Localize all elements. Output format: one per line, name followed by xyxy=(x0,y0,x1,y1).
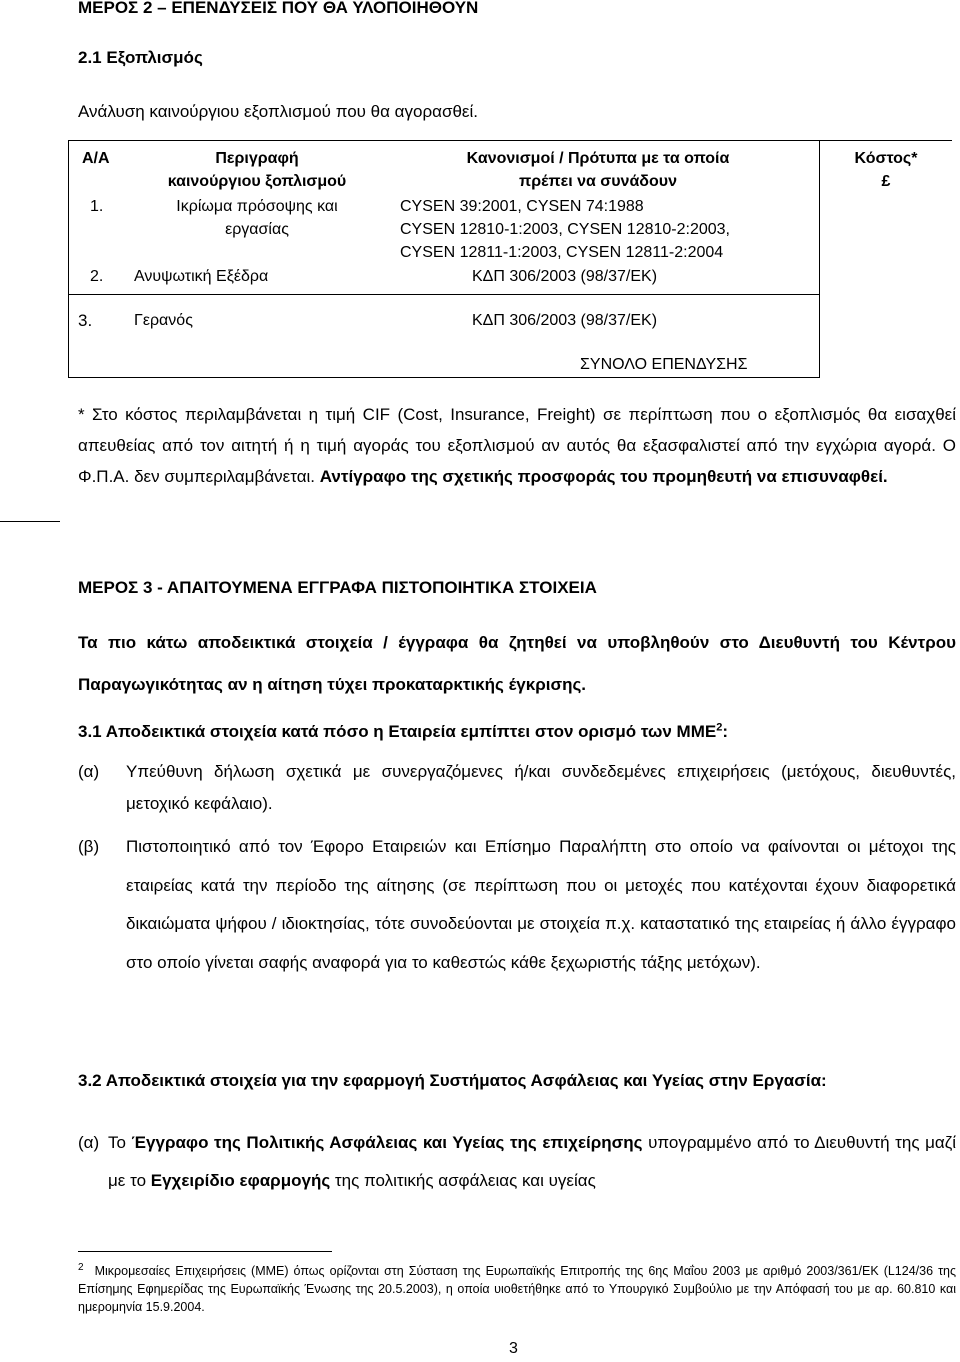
list-item-label: (β) xyxy=(78,837,100,856)
table-total-label: ΣΥΝΟΛΟ ΕΠΕΝΔΥΣΗΣ xyxy=(580,356,748,373)
footnote-text: Μικρομεσαίες Επιχειρήσεις (ΜΜΕ) όπως ορίζονται στη Σύσταση της Ευρωπαϊκής Επιτροπής της 6ης Μαΐου 2003 με αριθμό 2003/361/ΕΚ (L124/36 της Επίσημης Εφημερίδας της Ευρωπαϊκής Ένωσης της 20.5.2003), η οποία υιοθετήθηκε από το Υπουργικό Συμβούλιο με την Απόφασή του με αρ. 60.810 και ημερομηνία 15.9.2004. xyxy=(78,1264,956,1314)
header-desc-2: καινούργιου ξοπλισμού xyxy=(167,173,347,190)
header-no: Α/Α xyxy=(82,150,110,167)
header-cost-currency: £ xyxy=(881,173,891,190)
text-run-bold: Εγχειρίδιο εφαρμογής xyxy=(150,1171,331,1190)
list-item-text: Πιστοποιητικό από τον Έφορο Εταιρειών και Επίσημο Παραλήπτη στο οποίο να φαίνονται οι μέτοχοι της εταιρείας κατά την περίοδο της αίτησης (σε περίπτωση που οι μετοχές που κατέχονται έχουν διαφορετικά δικαιώματα ψήφου / ιδιοκτησίας, τότε συνοδεύονται με στοιχεία π.χ. καταστατικό της εταιρείας ή άλλο έγγραφο στο οποίο γίνεται σαφής αναφορά για το καθεστώς κάθε ξεχωριστής τάξης μετόχων). xyxy=(126,837,956,972)
row2-desc: Ανυψωτική Εξέδρα xyxy=(134,268,269,285)
list-item xyxy=(78,828,956,1028)
header-cost: Κόστος* xyxy=(854,150,918,167)
row1-std-3: CYSEN 12811-1:2003, CYSEN 12811-2:2004 xyxy=(400,244,724,261)
footnote-ref: 2 xyxy=(716,721,723,734)
list-item-label: (α) xyxy=(78,1133,100,1152)
list-item-text: Υπεύθυνη δήλωση σχετικά με συνεργαζόμενες ή/και συνδεδεμένες επιχειρήσεις (μετόχους, διευθυντές, μετοχικό κεφάλαιο). xyxy=(126,762,956,813)
header-standards-2: πρέπει να συνάδουν xyxy=(519,173,677,190)
row1-desc-1: Ικρίωμα πρόσοψης και xyxy=(176,198,338,215)
header-standards-1: Κανονισμοί / Πρότυπα με τα οποία xyxy=(466,150,730,167)
row1-no: 1. xyxy=(90,198,104,215)
part3-intro: Τα πιο κάτω αποδεικτικά στοιχεία / έγγραφα θα ζητηθεί να υποβληθούν στο Διευθυντή του Κέντρου Παραγωγικότητας αν η αίτηση τύχει προκαταρκτικής έγκρισης. xyxy=(78,633,956,694)
equipment-intro: Ανάλυση καινούργιου εξοπλισμού που θα αγορασθεί. xyxy=(78,102,478,121)
section-3-1-heading xyxy=(78,722,728,742)
footnote xyxy=(78,1262,956,1316)
footnote-separator xyxy=(78,1251,332,1252)
text-run-bold: Έγγραφο της Πολιτικής Ασφάλειας και Υγείας της επιχείρησης xyxy=(131,1133,643,1152)
text-run: Το xyxy=(108,1133,132,1152)
list-item xyxy=(78,1124,956,1204)
row2-no: 2. xyxy=(90,268,104,285)
row1-std-2: CYSEN 12810-1:2003, CYSEN 12810-2:2003, xyxy=(400,221,730,238)
equipment-table xyxy=(68,140,952,378)
page-number: 3 xyxy=(509,1340,518,1357)
row1-std-1: CYSEN 39:2001, CYSEN 74:1988 xyxy=(400,198,644,215)
section-2-1-heading: 2.1 Εξοπλισμός xyxy=(78,48,203,67)
cost-note xyxy=(78,399,956,492)
list-item-text xyxy=(108,1124,956,1200)
part2-title: ΜΕΡΟΣ 2 – ΕΠΕΝΔΥΣΕΙΣ ΠΟΥ ΘΑ ΥΛΟΠΟΙΗΘΟΥΝ xyxy=(78,0,479,17)
section-3-1-colon: : xyxy=(722,722,729,741)
text-run: υπογραμμένο από το Διευθυντή της μαζί με το xyxy=(108,1133,956,1190)
row3-desc: Γερανός xyxy=(134,312,193,329)
header-desc-1: Περιγραφή xyxy=(215,150,299,167)
row1-desc-2: εργασίας xyxy=(225,221,289,238)
list-item xyxy=(78,756,956,820)
section-3-2-heading: 3.2 Αποδεικτικά στοιχεία για την εφαρμογή Συστήματος Ασφάλειας και Υγείας στην Εργασία: xyxy=(78,1071,827,1090)
table-border-left xyxy=(68,140,69,378)
section-3-1-title: 3.1 Αποδεικτικά στοιχεία κατά πόσο η Εταιρεία εμπίπτει στον ορισμό των ΜΜΕ xyxy=(78,722,717,741)
table-divider-rows xyxy=(68,294,820,295)
table-border-bottom xyxy=(68,377,820,378)
list-item-label: (α) xyxy=(78,762,100,781)
row2-std: ΚΔΠ 306/2003 (98/37/ΕΚ) xyxy=(472,268,658,285)
margin-rule xyxy=(0,521,60,522)
cost-note-bold: Αντίγραφο της σχετικής προσφοράς του προμηθευτή να επισυναφθεί. xyxy=(319,467,888,486)
part3-title: ΜΕΡΟΣ 3 - ΑΠΑΙΤΟΥΜΕΝΑ ΕΓΓΡΑΦΑ ΠΙΣΤΟΠΟΙΗΤΙΚΑ ΣΤΟΙΧΕΙΑ xyxy=(78,578,597,597)
row3-no: 3. xyxy=(78,311,93,330)
footnote-number: 2 xyxy=(78,1261,84,1273)
row3-std: ΚΔΠ 306/2003 (98/37/ΕΚ) xyxy=(472,312,658,329)
text-run: της πολιτικής ασφάλειας και υγείας xyxy=(330,1171,596,1190)
cost-note-text: * Στο κόστος περιλαμβάνεται η τιμή CIF (Cost, Insurance, Freight) σε περίπτωση που ο εξοπλισμός θα εισαχθεί απευθείας από τον αιτητή ή η τιμή αγοράς του εξοπλισμού αν αυτός θα εξασφαλιστεί από την εγχώρια αγορά. Ο Φ.Π.Α. δεν συμπεριλαμβάνεται. xyxy=(78,405,956,486)
